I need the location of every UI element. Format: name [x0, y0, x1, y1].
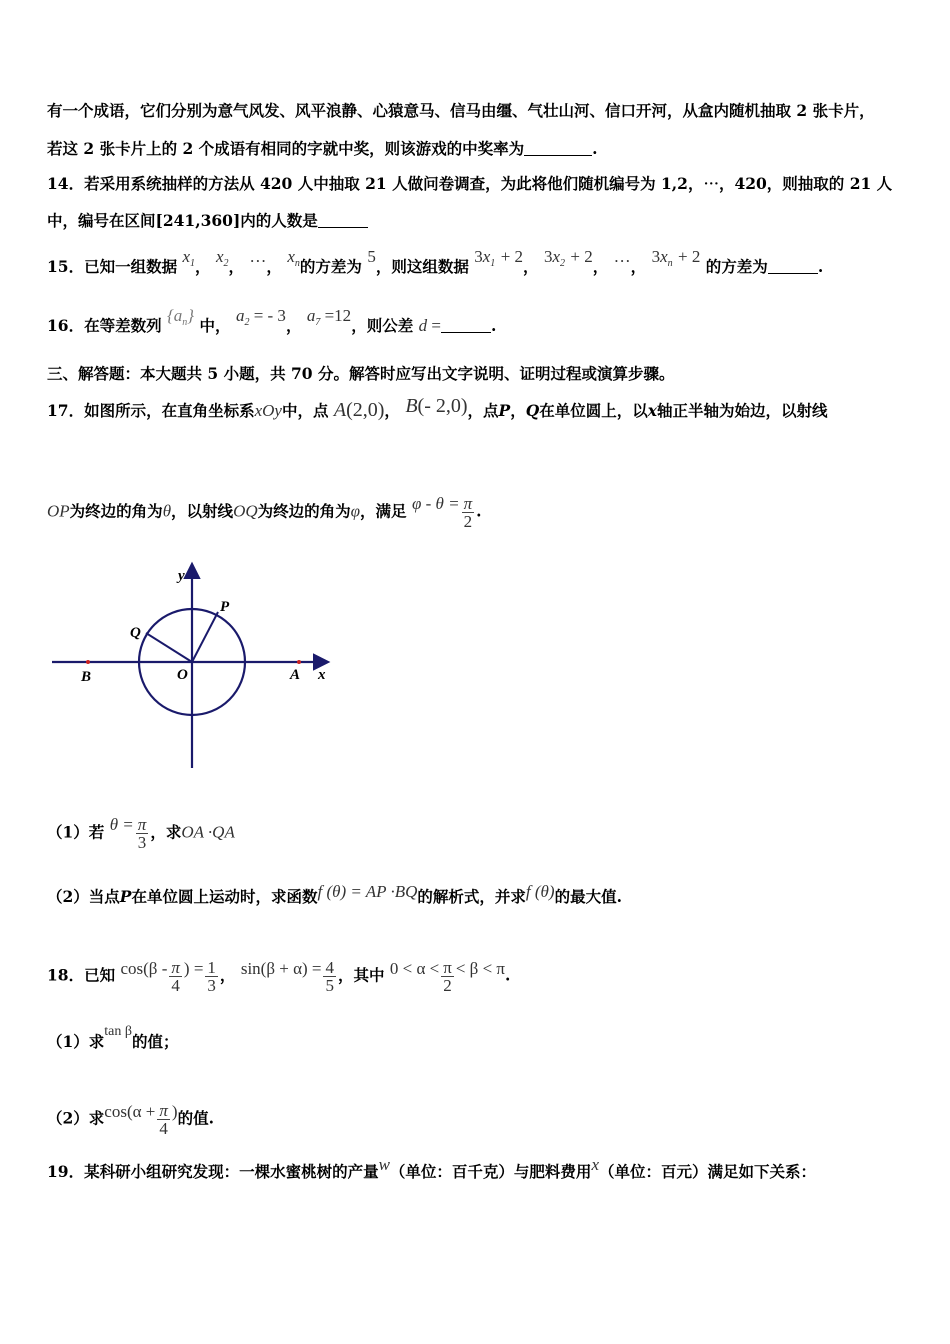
pi-over-2-b: $\frac{\pi}{2}$ — [443, 958, 452, 995]
q19-line: 19．某科研小组研究发现：一棵水蜜桃树的产量w（单位：百千克）与肥料费用x（单位：百元）满足如下关系： — [47, 1155, 816, 1181]
q16-label: 16．在等差数列 — [47, 316, 162, 335]
label-y: y — [178, 568, 185, 584]
phi: φ — [350, 501, 361, 521]
label-x: x — [318, 667, 326, 683]
3x1-plus-2: $3x_1 + 2$ — [474, 247, 524, 269]
sequence-an: $\{a_n\}$ — [166, 306, 195, 328]
pi-over-4-b: $\frac{\pi}{4}$ — [159, 1101, 168, 1138]
q17-part2: （2）当点P在单位圆上运动时，求函数f (θ) = AP ·BQ的解析式，并求f (θ)的最大值. — [47, 882, 622, 906]
segment-OQ — [146, 633, 192, 662]
cos-expr: cos(β - — [120, 958, 168, 978]
q14-line2 — [47, 211, 368, 231]
3xn-plus-2: $3x_n + 2$ — [651, 247, 701, 269]
q14-text: 中，编号在区间[241,360]内的人数是 — [47, 211, 318, 230]
q13-line2 — [47, 139, 598, 159]
label-A: A — [290, 667, 301, 683]
label-O: O — [177, 667, 188, 683]
label-Q: Q — [130, 625, 141, 641]
q14-line1: 14．若采用系统抽样的方法从 420 人中抽取 21 人做问卷调查，为此将他们随机编号为 1,2，⋯，420，则抽取的 21 人 — [47, 174, 893, 193]
theta: θ — [162, 501, 172, 521]
d-eq: d = — [418, 316, 441, 335]
var-w: w — [378, 1155, 390, 1174]
segment-OP — [192, 612, 218, 662]
point-A-dot — [297, 660, 301, 664]
inequality: 0 < α < — [389, 958, 440, 978]
section-3-heading: 三、解答题：本大题共 5 小题，共 70 分。解答时应写出文字说明、证明过程或演算步骤。 — [47, 364, 675, 383]
four-fifths: $\frac{4}{5}$ — [325, 958, 334, 995]
function-f: f (θ) = AP ·BQ — [317, 882, 418, 901]
q15-label: 15．已知一组数据 — [47, 257, 178, 276]
q16-line: 16．在等差数列 $\{a_n\}$ 中， $a_2$ = - 3， $a_7 =12$，则公差 d = . — [47, 306, 497, 335]
x2: $x_2$ — [215, 247, 229, 269]
ray-OP: OP — [47, 501, 70, 521]
q18-part2: （2）求cos(α + $\frac{\pi}{4}$ )的值. — [47, 1101, 214, 1138]
xn: $x_n$ — [287, 247, 300, 269]
a2-eq: $a_2$ = - 3 — [235, 306, 286, 328]
tan-beta: tan β — [104, 1024, 133, 1039]
ray-OQ: OQ — [233, 501, 258, 521]
pi-over-3: $\frac{\pi}{3}$ — [137, 815, 147, 852]
q13-end: . — [592, 139, 598, 158]
q18-line: 18．已知 cos(β - $\frac{\pi}{4}$ ) = $\frac{1}{3}$ ， sin(β + α) = $\frac{4}{5}$ ，其中 0 < α < $\frac{\pi}{2}$ < β < π. — [47, 958, 511, 995]
x1: $x_1$ — [182, 247, 196, 269]
q17-part1: （1）若 θ = $\frac{\pi}{3}$ ，求OA ·QA — [47, 814, 235, 852]
variance-five: 5 — [367, 247, 376, 266]
var-x: x — [591, 1155, 599, 1174]
answer-blank — [768, 259, 818, 274]
3x2-plus-2: $3x_2 + 2$ — [543, 247, 593, 269]
unit-circle-figure — [48, 560, 338, 772]
q18-part1: （1）求tan β的值； — [47, 1024, 179, 1051]
angle-condition: φ - θ = — [411, 493, 460, 513]
label-B: B — [81, 669, 92, 685]
ellipsis: … — [249, 247, 267, 266]
cos-alpha-expr: cos(α + — [104, 1101, 156, 1121]
sin-expr: sin(β + α) = — [240, 958, 322, 978]
theta-eq: θ = — [109, 814, 134, 834]
answer-blank — [441, 318, 491, 333]
xoy: xOy — [254, 401, 282, 420]
pi-over-2: $\frac{\pi}{2}$ — [463, 494, 473, 531]
point-B-dot — [86, 660, 90, 664]
label-P: P — [220, 599, 230, 615]
pi-over-4: $\frac{\pi}{4}$ — [171, 958, 180, 995]
q15-line: 15．已知一组数据 $x_1$， $x_2$， …， $x_n$的方差为 5，则这组数据 $3x_1 + 2$， $3x_2 + 2$， …， $3x_n + 2$ 的方差为 . — [47, 247, 824, 276]
q13-line1: 有一个成语，它们分别为意气风发、风平浪静、心猿意马、信马由缰、气壮山河、信口开河，从盒内随机抽取 2 张卡片， — [47, 101, 875, 120]
q13-text: 若这 2 张卡片上的 2 个成语有相同的字就中奖，则该游戏的中奖率为 — [47, 139, 525, 158]
f-theta: f (θ) — [525, 882, 555, 901]
ellipsis-2: … — [613, 247, 631, 266]
a7-eq: $a_7 =12$ — [306, 306, 352, 328]
answer-blank — [318, 213, 368, 228]
q17-line2: OP为终边的角为θ，以射线OQ为终边的角为φ，满足 φ - θ = $\frac{\pi}{2}$ . — [47, 493, 482, 531]
one-third: $\frac{1}{3}$ — [207, 958, 216, 995]
dot-product-OA-QA: OA ·QA — [181, 822, 235, 842]
answer-blank — [524, 141, 592, 156]
point-A: A(2,0) — [333, 399, 385, 421]
point-B: B(- 2,0) — [405, 395, 468, 417]
q17-line1: 17．如图所示，在直角坐标系xOy中，点 A(2,0)， B(- 2,0)，点P，Q在单位圆上，以x轴正半轴为始边，以射线 — [47, 395, 828, 421]
